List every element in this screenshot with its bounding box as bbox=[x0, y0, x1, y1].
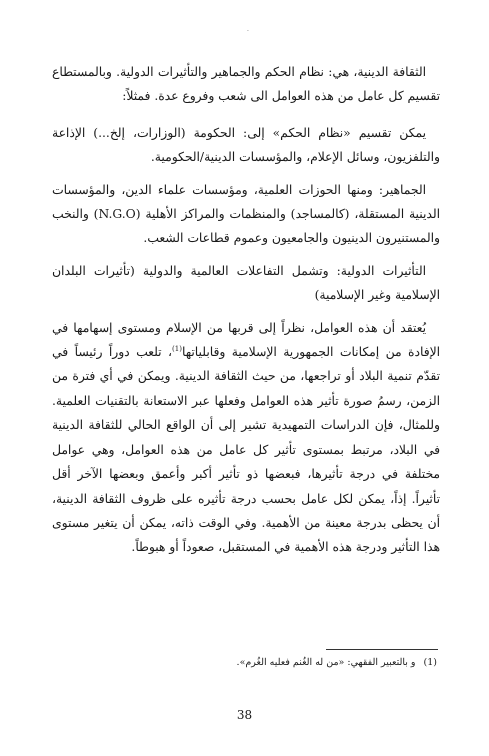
page-number: 38 bbox=[236, 708, 253, 722]
footnote bbox=[49, 655, 437, 671]
paragraph-governance: يمكن تقسيم «نظام الحكم» إلى: الحكومة (الوزارات، إلخ...) الإذاعة والتلفزيون، وسائل الإعلام، والمؤسسات الدينية/الحكومية. bbox=[52, 125, 440, 165]
footnote-number: (1) bbox=[423, 657, 437, 668]
analysis-text-end: ، تلعب دوراً رئيساً في تقدّم تنمية البلاد أو تراجعها، من حيث الثقافة الدينية. ويمكن في أي فترة من الزمن، رسمُ صورة تأثير هذه العوامل وفعلها عبر الاستعانة بالتقنيات العلمية. وللمثال، فإن الدراسات التمهيدية تشير إلى أن الواقع الحالي للثقافة الدينية في البلاد، مرتبط بمستوى تأثير كل عامل من هذه العوامل، وهي عوامل مختلفة في درجة تأثيرها، فبعضها ذو تأثير أكبر وأعمق وبعضها الآخر أقل تأثيراً. إذاً، يمكن لكل عامل بحسب درجة تأثيره على ظروف الثقافة الدينية، أن يحظى بدرجة معينة من الأهمية. وفي الوقت ذاته، يمكن أن يتغير مستوى هذا التأثير ودرجة هذه الأهمية في المستقبل، صعوداً أو هبوطاً. bbox=[52, 345, 440, 555]
top-mark: · bbox=[247, 28, 249, 35]
paragraph-masses: الجماهير: ومنها الحوزات العلمية، ومؤسسات علماء الدين، والمؤسسات الدينية المستقلة، (كالمساجد) والمنظمات والمراكز الأهلية (N.G.O) والنخب والمستنيرون الدينيون والجامعيون وعموم قطاعات الشعب. bbox=[52, 182, 441, 246]
footnote-reference[interactable]: (1) bbox=[172, 344, 182, 353]
analysis-text-start: يُعتقد أن هذه العوامل، نظراً إلى قربها من الإسلام ومستوى إسهامها في الإفادة من إمكانات الجمهورية الإسلامية وقابلياتها bbox=[52, 320, 441, 360]
paragraph-international: التأثيرات الدولية: وتشمل التفاعلات العالمية والدولية (تأثيرات البلدان الإسلامية وغير الإسلامية) bbox=[52, 263, 440, 303]
paragraph-analysis bbox=[52, 316, 440, 560]
footnote-divider bbox=[326, 649, 438, 650]
footnote-text: و بالتعبير الفقهي: «من له الغُنم فعليه الغُرم». bbox=[236, 657, 416, 668]
paragraph-intro: الثقافة الدينية، هي: نظام الحكم والجماهير والتأثيرات الدولية. وبالمستطاع تقسيم كل عامل من هذه العوامل الى شعب وفروع عدة. فمثلاً: bbox=[52, 65, 440, 104]
page-body bbox=[52, 60, 440, 560]
